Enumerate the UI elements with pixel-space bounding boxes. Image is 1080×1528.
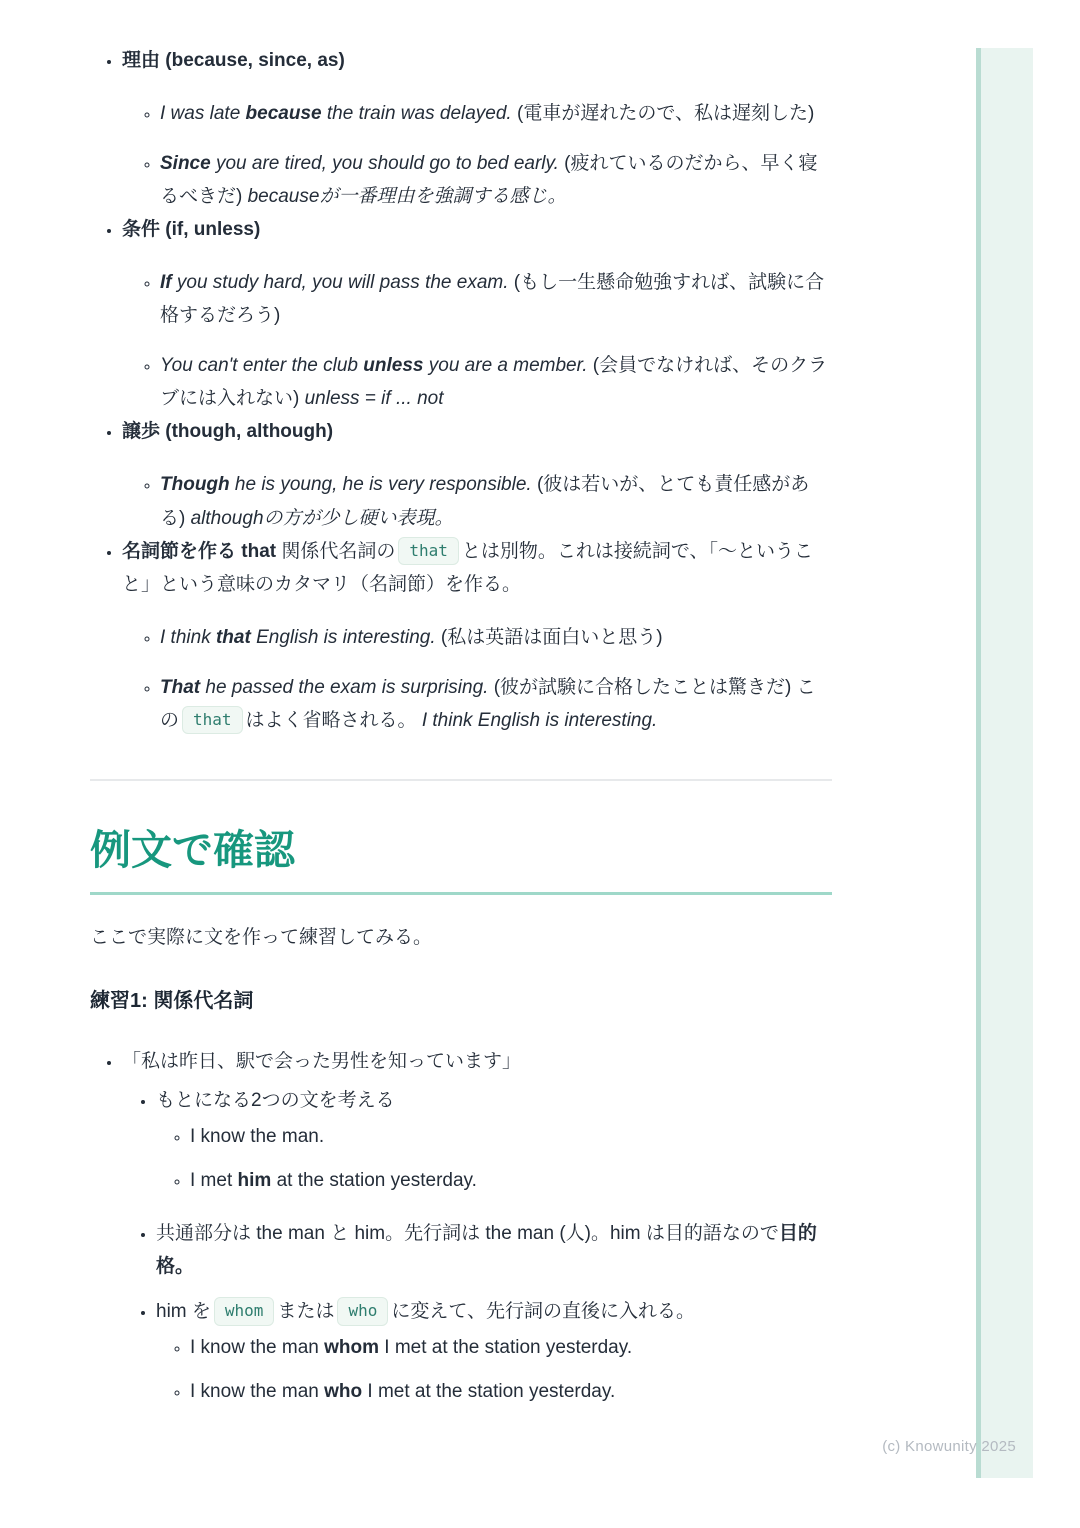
list-item — [122, 213, 832, 415]
list-item-text: ◦ I was late because the train was delayed. (電車が遅れたので、私は遅刻した) — [160, 103, 815, 125]
list-item — [122, 415, 832, 534]
practice-1-subheading: 練習1: 関係代名詞 — [90, 990, 254, 1013]
text-segment: that — [215, 626, 251, 648]
list-item-text: ◦ I met him at the station yesterday. — [190, 1170, 477, 1192]
text-segment: 目的格 — [156, 1223, 817, 1278]
text-segment: Since — [160, 153, 211, 175]
list-item-text: ◦ I know the man whom I met at the station yesterday. — [190, 1337, 633, 1359]
text-segment: I think English is interesting. — [421, 709, 658, 731]
list-item — [156, 1295, 832, 1408]
right-edge-strip — [976, 48, 1033, 1478]
list-item — [160, 349, 832, 415]
text-segment: 条件 (if, unless) — [122, 219, 261, 241]
inline-code-badge: that — [398, 537, 459, 566]
list-item-text: • もとになる2つの文を考える — [156, 1090, 395, 1112]
list-item — [122, 1045, 832, 1408]
list-level-1 — [90, 1045, 832, 1408]
list-item-text — [122, 213, 832, 246]
text-segment: I was late — [160, 103, 246, 125]
text-segment: he passed the exam is surprising. — [200, 676, 489, 698]
text-segment: I think — [160, 626, 216, 648]
list-item — [160, 621, 832, 654]
list-level-2 — [122, 468, 832, 534]
text-segment: him — [237, 1170, 272, 1192]
text-segment: 理由 (because, since, as) — [122, 50, 345, 71]
examples-intro-paragraph: ここで実際に文を作って練習してみる。 — [90, 927, 433, 949]
inline-code-badge: that — [182, 706, 243, 735]
list-item — [160, 266, 832, 332]
text-segment: unless — [363, 355, 424, 377]
text-segment: whom — [324, 1337, 380, 1359]
text-segment: becauseが一番理由を強調する感じ。 — [247, 186, 567, 208]
text-segment: he is young, he is very responsible. — [229, 474, 532, 496]
text-segment: 譲歩 (though, although) — [122, 421, 334, 443]
list-item — [122, 44, 832, 213]
section-divider — [90, 779, 832, 781]
list-item-text: • 「私は昨日、駅で会った男性を知っています」 — [122, 1051, 522, 1073]
text-segment: Though — [160, 474, 230, 496]
list-item-text — [122, 415, 832, 448]
examples-section-heading: 例文で確認 — [90, 825, 832, 895]
list-item-text — [122, 44, 832, 77]
text-segment: you study hard, you will pass the exam. — [171, 272, 509, 294]
list-level-3 — [156, 1120, 832, 1197]
watermark: (c) Knowunity 2025 — [882, 1438, 1016, 1455]
text-segment: althoughの方が少し硬い表現。 — [190, 507, 454, 529]
text-segment: That — [160, 676, 201, 698]
conjunction-notes-section — [90, 44, 832, 737]
list-item-text: • 共通部分は the man と him。先行詞は the man (人)。him は目的語なので目的格。 — [156, 1223, 817, 1278]
text-segment: who — [324, 1381, 363, 1403]
practice-1-list — [90, 1045, 832, 1408]
list-item-text: ◦ I know the man. — [190, 1126, 325, 1148]
list-level-2 — [122, 1084, 832, 1408]
list-level-3 — [156, 1331, 832, 1408]
list-item — [122, 535, 832, 737]
text-segment: because — [245, 103, 322, 125]
list-level-1 — [90, 44, 832, 737]
list-item-text: ◦ Though he is young, he is very responsible. (彼は若いが、とても責任感がある) althoughの方が少し硬い表現。 — [160, 474, 810, 529]
list-item-text: • him を whom または who に変えて、先行詞の直後に入れる。 — [156, 1295, 832, 1328]
conjunction-notes-list — [90, 44, 832, 737]
list-item-text: ◦ If you study hard, you will pass the exam. (もし一生懸命勉強すれば、試験に合格するだろう) — [160, 272, 825, 327]
text-segment: unless = if ... not — [304, 388, 444, 410]
list-item-text: ◦ I know the man who I met at the station yesterday. — [190, 1381, 616, 1403]
list-item — [190, 1331, 832, 1364]
list-item-text: ◦ You can't enter the club unless you are a member. (会員でなければ、そのクラブには入れない) unless = if ... not — [160, 355, 828, 410]
list-item — [190, 1120, 832, 1153]
list-item-text: ◦ Since you are tired, you should go to bed early. (疲れているのだから、早く寝るべきだ) becauseが一番理由を強調する感じ。 — [160, 153, 818, 208]
text-segment: 名詞節を作る that — [122, 540, 277, 562]
text-segment: You can't enter the club — [160, 355, 364, 377]
text-segment: the train was delayed. — [321, 103, 512, 125]
list-item-text: ◦ I think that English is interesting. (私は英語は面白いと思う) — [160, 626, 663, 648]
list-item — [190, 1164, 832, 1197]
list-item — [160, 147, 832, 213]
practice-1-section — [90, 1045, 832, 1408]
list-level-2 — [122, 266, 832, 415]
list-item — [160, 97, 832, 130]
list-item-text: ◦ That he passed the exam is surprising. (彼が試験に合格したことは驚きだ) この that はよく省略される。 I think English is interesting. — [160, 671, 832, 737]
inline-code-badge: who — [337, 1297, 388, 1326]
text-segment: 。 — [175, 1256, 195, 1278]
inline-code-badge: whom — [214, 1297, 275, 1326]
list-item — [190, 1375, 832, 1408]
list-item-text: • 名詞節を作る that 関係代名詞の that とは別物。これは接続詞で、「〜ということ」という意味のカタマリ（名詞節）を作る。 — [122, 535, 832, 601]
list-level-2 — [122, 621, 832, 737]
list-item — [160, 671, 832, 737]
list-item — [156, 1084, 832, 1197]
list-item — [160, 468, 832, 534]
text-segment: you are tired, you should go to bed early. — [210, 153, 559, 175]
text-segment: English is interesting. — [250, 626, 436, 648]
list-item — [156, 1217, 832, 1283]
text-segment: If — [160, 272, 172, 294]
list-level-2 — [122, 97, 832, 213]
document-content — [90, 40, 832, 1429]
text-segment: you are a member. — [423, 355, 588, 377]
